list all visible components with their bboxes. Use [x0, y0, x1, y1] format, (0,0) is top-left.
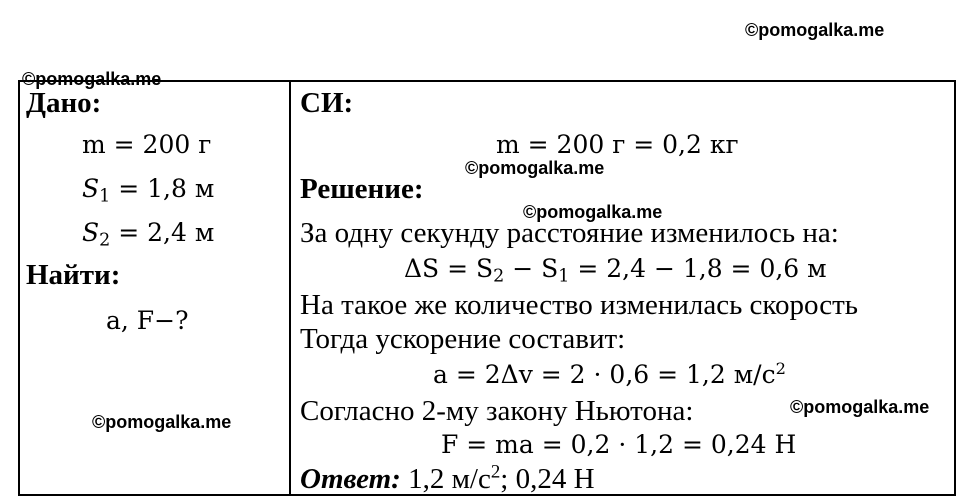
- solution-formula-2: [433, 358, 786, 392]
- solution-heading: Решение:: [300, 173, 424, 205]
- formula-1-part-a: ΔS = S: [404, 254, 494, 283]
- solution-text-2: На такое же количество изменилась скорость: [300, 289, 859, 321]
- watermark-center: ©pomogalka.me: [465, 158, 605, 178]
- watermark-top-left: ©pomogalka.me: [22, 69, 162, 89]
- given-mass: m = 200 г: [82, 130, 212, 159]
- answer-sup: 2: [490, 461, 501, 483]
- si-heading: СИ:: [300, 87, 354, 119]
- answer-value-a: 1,2 м/с: [400, 463, 491, 495]
- formula-1-part-c: = 2,4 − 1,8 = 0,6 м: [569, 254, 827, 283]
- given-distance-2-value: = 2,4 м: [110, 218, 215, 247]
- formula-1-part-b: − S: [504, 254, 559, 283]
- given-distance-1-sub: 1: [99, 186, 111, 207]
- given-distance-1-value: = 1,8 м: [110, 174, 215, 203]
- answer-line: [300, 462, 595, 496]
- si-conversion: m = 200 г = 0,2 кг: [496, 130, 739, 159]
- column-divider: [289, 80, 291, 496]
- find-heading: Найти:: [26, 259, 121, 291]
- given-distance-2: [82, 216, 214, 257]
- given-distance-2-sub: 2: [99, 230, 111, 251]
- solution-text-4: Согласно 2-му закону Ньютона:: [300, 395, 694, 427]
- answer-label: Ответ:: [300, 463, 401, 495]
- given-distance-2-var: S: [82, 218, 100, 247]
- formula-2-text: a = 2Δv = 2 · 0,6 = 1,2 м/с: [433, 360, 776, 389]
- formula-2-sup: 2: [775, 359, 786, 379]
- given-heading: Дано:: [26, 87, 102, 119]
- answer-value-b: ; 0,24 Н: [500, 463, 595, 495]
- find-unknowns: a, F−?: [106, 306, 189, 335]
- solution-formula-3: F = ma = 0,2 · 1,2 = 0,24 Н: [441, 430, 797, 459]
- formula-1-sub-b: 1: [558, 266, 570, 287]
- watermark-bottom-right: ©pomogalka.me: [790, 397, 930, 417]
- solution-text-1: За одну секунду расстояние изменилось на:: [300, 217, 839, 249]
- given-distance-1-var: S: [82, 174, 100, 203]
- formula-1-sub-a: 2: [493, 266, 505, 287]
- watermark-bottom-left: ©pomogalka.me: [92, 412, 232, 432]
- watermark-mid: ©pomogalka.me: [523, 202, 663, 222]
- watermark-top-right: ©pomogalka.me: [745, 20, 885, 40]
- solution-text-3: Тогда ускорение составит:: [300, 323, 626, 355]
- given-distance-1: [82, 172, 214, 213]
